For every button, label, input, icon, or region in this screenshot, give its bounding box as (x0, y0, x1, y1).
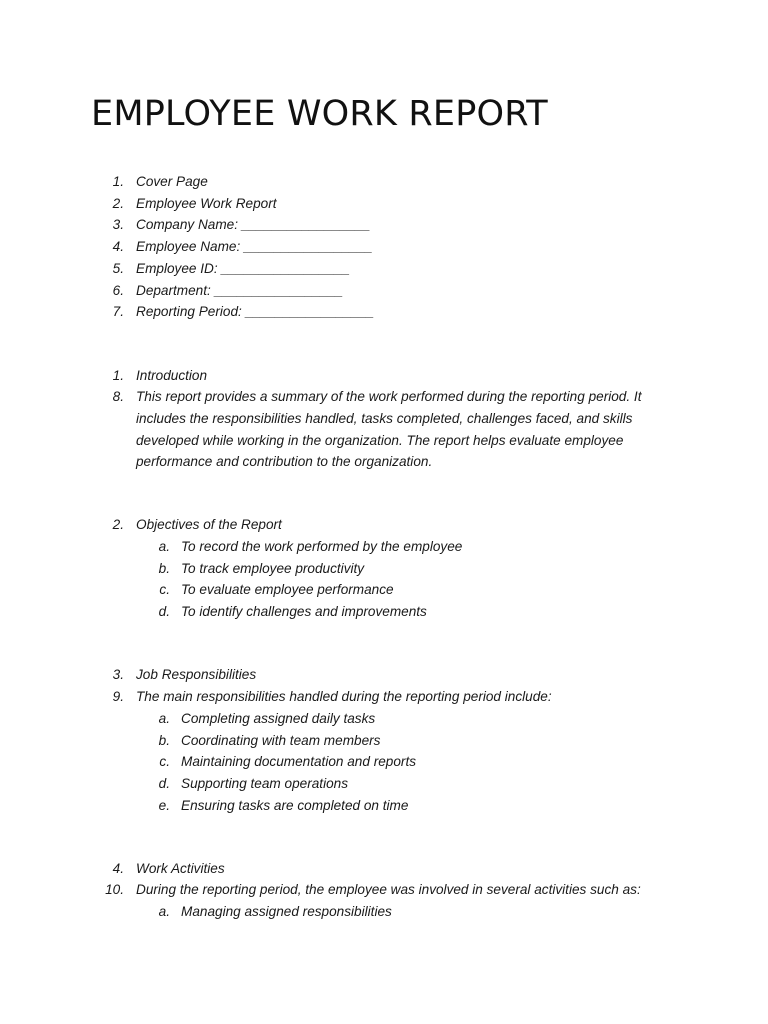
list-item-text: Department: _________________ (136, 283, 344, 298)
section-number: 3. (112, 667, 124, 682)
section-heading-responsibilities (0, 664, 768, 686)
list-item-letter: a. (158, 904, 170, 919)
section-heading-text: Objectives of the Report (136, 517, 282, 532)
paragraph-line (0, 451, 768, 473)
section-heading-activities (0, 858, 768, 880)
list-item-text: To track employee productivity (181, 561, 365, 576)
paragraph-line (0, 430, 768, 452)
paragraph-text: includes the responsibilities handled, tasks completed, challenges faced, and skills (136, 411, 633, 426)
section-number: 1. (112, 368, 124, 383)
paragraph-text: performance and contribution to the organization. (136, 454, 433, 469)
paragraph-line (0, 408, 768, 430)
list-item (0, 579, 768, 601)
list-item-text: To identify challenges and improvements (181, 604, 427, 619)
list-item (0, 901, 768, 923)
list-item-text: To evaluate employee performance (181, 582, 394, 597)
list-item (0, 558, 768, 580)
section-heading-text: Job Responsibilities (136, 667, 257, 682)
list-item-letter: a. (158, 711, 170, 726)
list-item-text: Cover Page (136, 174, 208, 189)
list-item-text: Employee Name: _________________ (136, 239, 373, 254)
document-title: EMPLOYEE WORK REPORT (91, 94, 548, 134)
list-item (0, 773, 768, 795)
paragraph-number: 8. (112, 389, 124, 404)
list-item (0, 301, 768, 323)
paragraph-text: The main responsibilities handled during the reporting period include: (136, 689, 552, 704)
list-item-letter: e. (158, 798, 170, 813)
list-item (0, 258, 768, 280)
list-item (0, 795, 768, 817)
list-item (0, 214, 768, 236)
list-item-text: Company Name: _________________ (136, 217, 371, 232)
section-heading-text: Work Activities (136, 861, 225, 876)
list-item-letter: b. (158, 733, 170, 748)
list-item-number: 7. (112, 304, 124, 319)
list-item (0, 751, 768, 773)
list-item-text: Managing assigned responsibilities (181, 904, 392, 919)
paragraph-text: developed while working in the organization. The report helps evaluate employee (136, 433, 624, 448)
list-item-letter: c. (159, 582, 170, 597)
section-number: 2. (112, 517, 124, 532)
list-item-letter: a. (158, 539, 170, 554)
paragraph-text: During the reporting period, the employee was involved in several activities such as: (136, 882, 641, 897)
section-heading-text: Introduction (136, 368, 208, 383)
list-item-number: 4. (112, 239, 124, 254)
list-item-text: Supporting team operations (181, 776, 349, 791)
list-item (0, 280, 768, 302)
list-item (0, 708, 768, 730)
paragraph-text: This report provides a summary of the work performed during the reporting period. It (136, 389, 642, 404)
list-item-number: 2. (112, 196, 124, 211)
list-item (0, 730, 768, 752)
paragraph-line (0, 879, 768, 901)
list-item-number: 5. (112, 261, 124, 276)
list-item-text: Employee ID: _________________ (136, 261, 350, 276)
list-item-text: To record the work performed by the employee (181, 539, 463, 554)
list-item-number: 6. (112, 283, 124, 298)
paragraph-line (0, 386, 768, 408)
paragraph-number: 9. (112, 689, 124, 704)
list-item (0, 193, 768, 215)
list-item (0, 236, 768, 258)
list-item-letter: b. (158, 561, 170, 576)
list-item-text: Coordinating with team members (181, 733, 381, 748)
list-item-text: Ensuring tasks are completed on time (181, 798, 409, 813)
list-item-number: 3. (112, 217, 124, 232)
paragraph-number: 10. (105, 882, 124, 897)
list-item (0, 536, 768, 558)
section-number: 4. (112, 861, 124, 876)
section-heading-objectives (0, 514, 768, 536)
list-item-text: Completing assigned daily tasks (181, 711, 376, 726)
list-item-letter: d. (158, 776, 170, 791)
list-item-text: Reporting Period: _________________ (136, 304, 375, 319)
paragraph-line (0, 686, 768, 708)
list-item-text: Maintaining documentation and reports (181, 754, 417, 769)
list-item-letter: c. (159, 754, 170, 769)
list-item (0, 171, 768, 193)
section-heading-introduction (0, 365, 768, 387)
list-item-number: 1. (112, 174, 124, 189)
list-item-text: Employee Work Report (136, 196, 277, 211)
list-item (0, 601, 768, 623)
list-item-letter: d. (158, 604, 170, 619)
